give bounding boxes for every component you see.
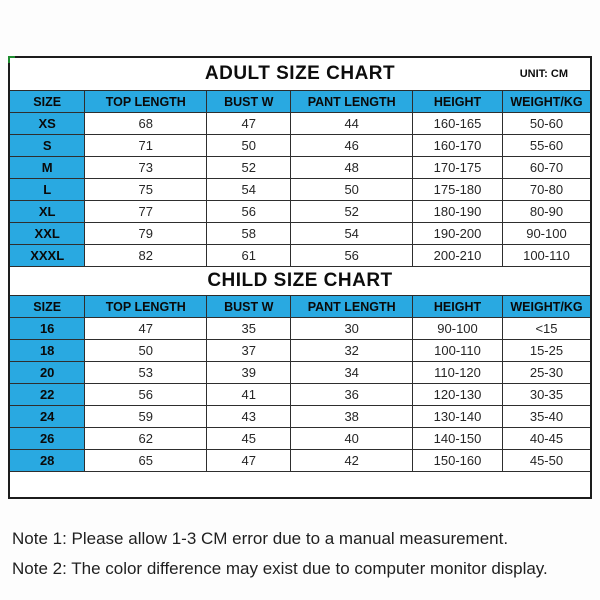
size-cell: 24 xyxy=(10,406,85,428)
size-cell: 16 xyxy=(10,318,85,340)
size-cell: XS xyxy=(10,113,85,135)
size-cell: 18 xyxy=(10,340,85,362)
value-cell: 65 xyxy=(85,450,207,472)
size-cell: 22 xyxy=(10,384,85,406)
value-cell: 100-110 xyxy=(503,245,590,267)
value-cell: 90-100 xyxy=(503,223,590,245)
value-cell: 170-175 xyxy=(413,157,503,179)
value-cell: 77 xyxy=(85,201,207,223)
value-cell: 15-25 xyxy=(503,340,590,362)
value-cell: 160-170 xyxy=(413,135,503,157)
value-cell: 180-190 xyxy=(413,201,503,223)
adult-chart-title: ADULT SIZE CHART xyxy=(204,63,396,84)
child-size-table xyxy=(10,296,590,472)
value-cell: 56 xyxy=(291,245,413,267)
unit-label: UNIT: CM xyxy=(519,68,568,80)
size-cell: L xyxy=(10,179,85,201)
child-chart-title: CHILD SIZE CHART xyxy=(207,270,393,291)
column-header: TOP LENGTH xyxy=(85,91,207,113)
value-cell: 175-180 xyxy=(413,179,503,201)
value-cell: 54 xyxy=(291,223,413,245)
value-cell: 43 xyxy=(207,406,291,428)
column-header: TOP LENGTH xyxy=(85,296,207,318)
value-cell: 160-165 xyxy=(413,113,503,135)
value-cell: 50 xyxy=(85,340,207,362)
value-cell: 52 xyxy=(291,201,413,223)
value-cell: 46 xyxy=(291,135,413,157)
value-cell: 45 xyxy=(207,428,291,450)
value-cell: 50 xyxy=(207,135,291,157)
value-cell: 62 xyxy=(85,428,207,450)
size-cell: XL xyxy=(10,201,85,223)
value-cell: 35-40 xyxy=(503,406,590,428)
value-cell: 68 xyxy=(85,113,207,135)
value-cell: 50-60 xyxy=(503,113,590,135)
column-header: HEIGHT xyxy=(413,296,503,318)
value-cell: 150-160 xyxy=(413,450,503,472)
value-cell: 71 xyxy=(85,135,207,157)
value-cell: 41 xyxy=(207,384,291,406)
value-cell: <15 xyxy=(503,318,590,340)
value-cell: 47 xyxy=(207,450,291,472)
value-cell: 82 xyxy=(85,245,207,267)
value-cell: 34 xyxy=(291,362,413,384)
value-cell: 35 xyxy=(207,318,291,340)
value-cell: 40-45 xyxy=(503,428,590,450)
value-cell: 190-200 xyxy=(413,223,503,245)
adult-size-table xyxy=(10,91,590,267)
value-cell: 55-60 xyxy=(503,135,590,157)
value-cell: 130-140 xyxy=(413,406,503,428)
value-cell: 60-70 xyxy=(503,157,590,179)
value-cell: 47 xyxy=(85,318,207,340)
value-cell: 110-120 xyxy=(413,362,503,384)
value-cell: 39 xyxy=(207,362,291,384)
size-cell: S xyxy=(10,135,85,157)
value-cell: 56 xyxy=(207,201,291,223)
size-cell: 28 xyxy=(10,450,85,472)
size-cell: 20 xyxy=(10,362,85,384)
column-header: SIZE xyxy=(10,296,85,318)
value-cell: 47 xyxy=(207,113,291,135)
value-cell: 42 xyxy=(291,450,413,472)
column-header: PANT LENGTH xyxy=(291,296,413,318)
size-cell: XXXL xyxy=(10,245,85,267)
size-cell: XXL xyxy=(10,223,85,245)
value-cell: 40 xyxy=(291,428,413,450)
value-cell: 58 xyxy=(207,223,291,245)
value-cell: 59 xyxy=(85,406,207,428)
value-cell: 200-210 xyxy=(413,245,503,267)
value-cell: 30-35 xyxy=(503,384,590,406)
value-cell: 56 xyxy=(85,384,207,406)
value-cell: 80-90 xyxy=(503,201,590,223)
column-header: WEIGHT/KG xyxy=(503,296,590,318)
value-cell: 53 xyxy=(85,362,207,384)
value-cell: 32 xyxy=(291,340,413,362)
value-cell: 70-80 xyxy=(503,179,590,201)
value-cell: 45-50 xyxy=(503,450,590,472)
value-cell: 79 xyxy=(85,223,207,245)
value-cell: 52 xyxy=(207,157,291,179)
value-cell: 50 xyxy=(291,179,413,201)
size-cell: 26 xyxy=(10,428,85,450)
child-chart-title-row xyxy=(10,267,590,296)
value-cell: 90-100 xyxy=(413,318,503,340)
value-cell: 120-130 xyxy=(413,384,503,406)
column-header: BUST W xyxy=(207,296,291,318)
table-empty-row xyxy=(10,472,590,497)
notes-block xyxy=(12,524,548,584)
column-header: WEIGHT/KG xyxy=(503,91,590,113)
value-cell: 140-150 xyxy=(413,428,503,450)
column-header: PANT LENGTH xyxy=(291,91,413,113)
value-cell: 25-30 xyxy=(503,362,590,384)
value-cell: 37 xyxy=(207,340,291,362)
note-2: Note 2: The color difference may exist due to computer monitor display. xyxy=(12,559,548,578)
value-cell: 36 xyxy=(291,384,413,406)
column-header: SIZE xyxy=(10,91,85,113)
value-cell: 73 xyxy=(85,157,207,179)
column-header: BUST W xyxy=(207,91,291,113)
column-header: HEIGHT xyxy=(413,91,503,113)
note-1: Note 1: Please allow 1-3 CM error due to a manual measurement. xyxy=(12,529,509,548)
value-cell: 54 xyxy=(207,179,291,201)
adult-chart-title-row xyxy=(10,58,590,91)
value-cell: 100-110 xyxy=(413,340,503,362)
value-cell: 75 xyxy=(85,179,207,201)
value-cell: 61 xyxy=(207,245,291,267)
value-cell: 44 xyxy=(291,113,413,135)
value-cell: 30 xyxy=(291,318,413,340)
size-chart-table xyxy=(8,56,592,499)
value-cell: 38 xyxy=(291,406,413,428)
size-cell: M xyxy=(10,157,85,179)
value-cell: 48 xyxy=(291,157,413,179)
